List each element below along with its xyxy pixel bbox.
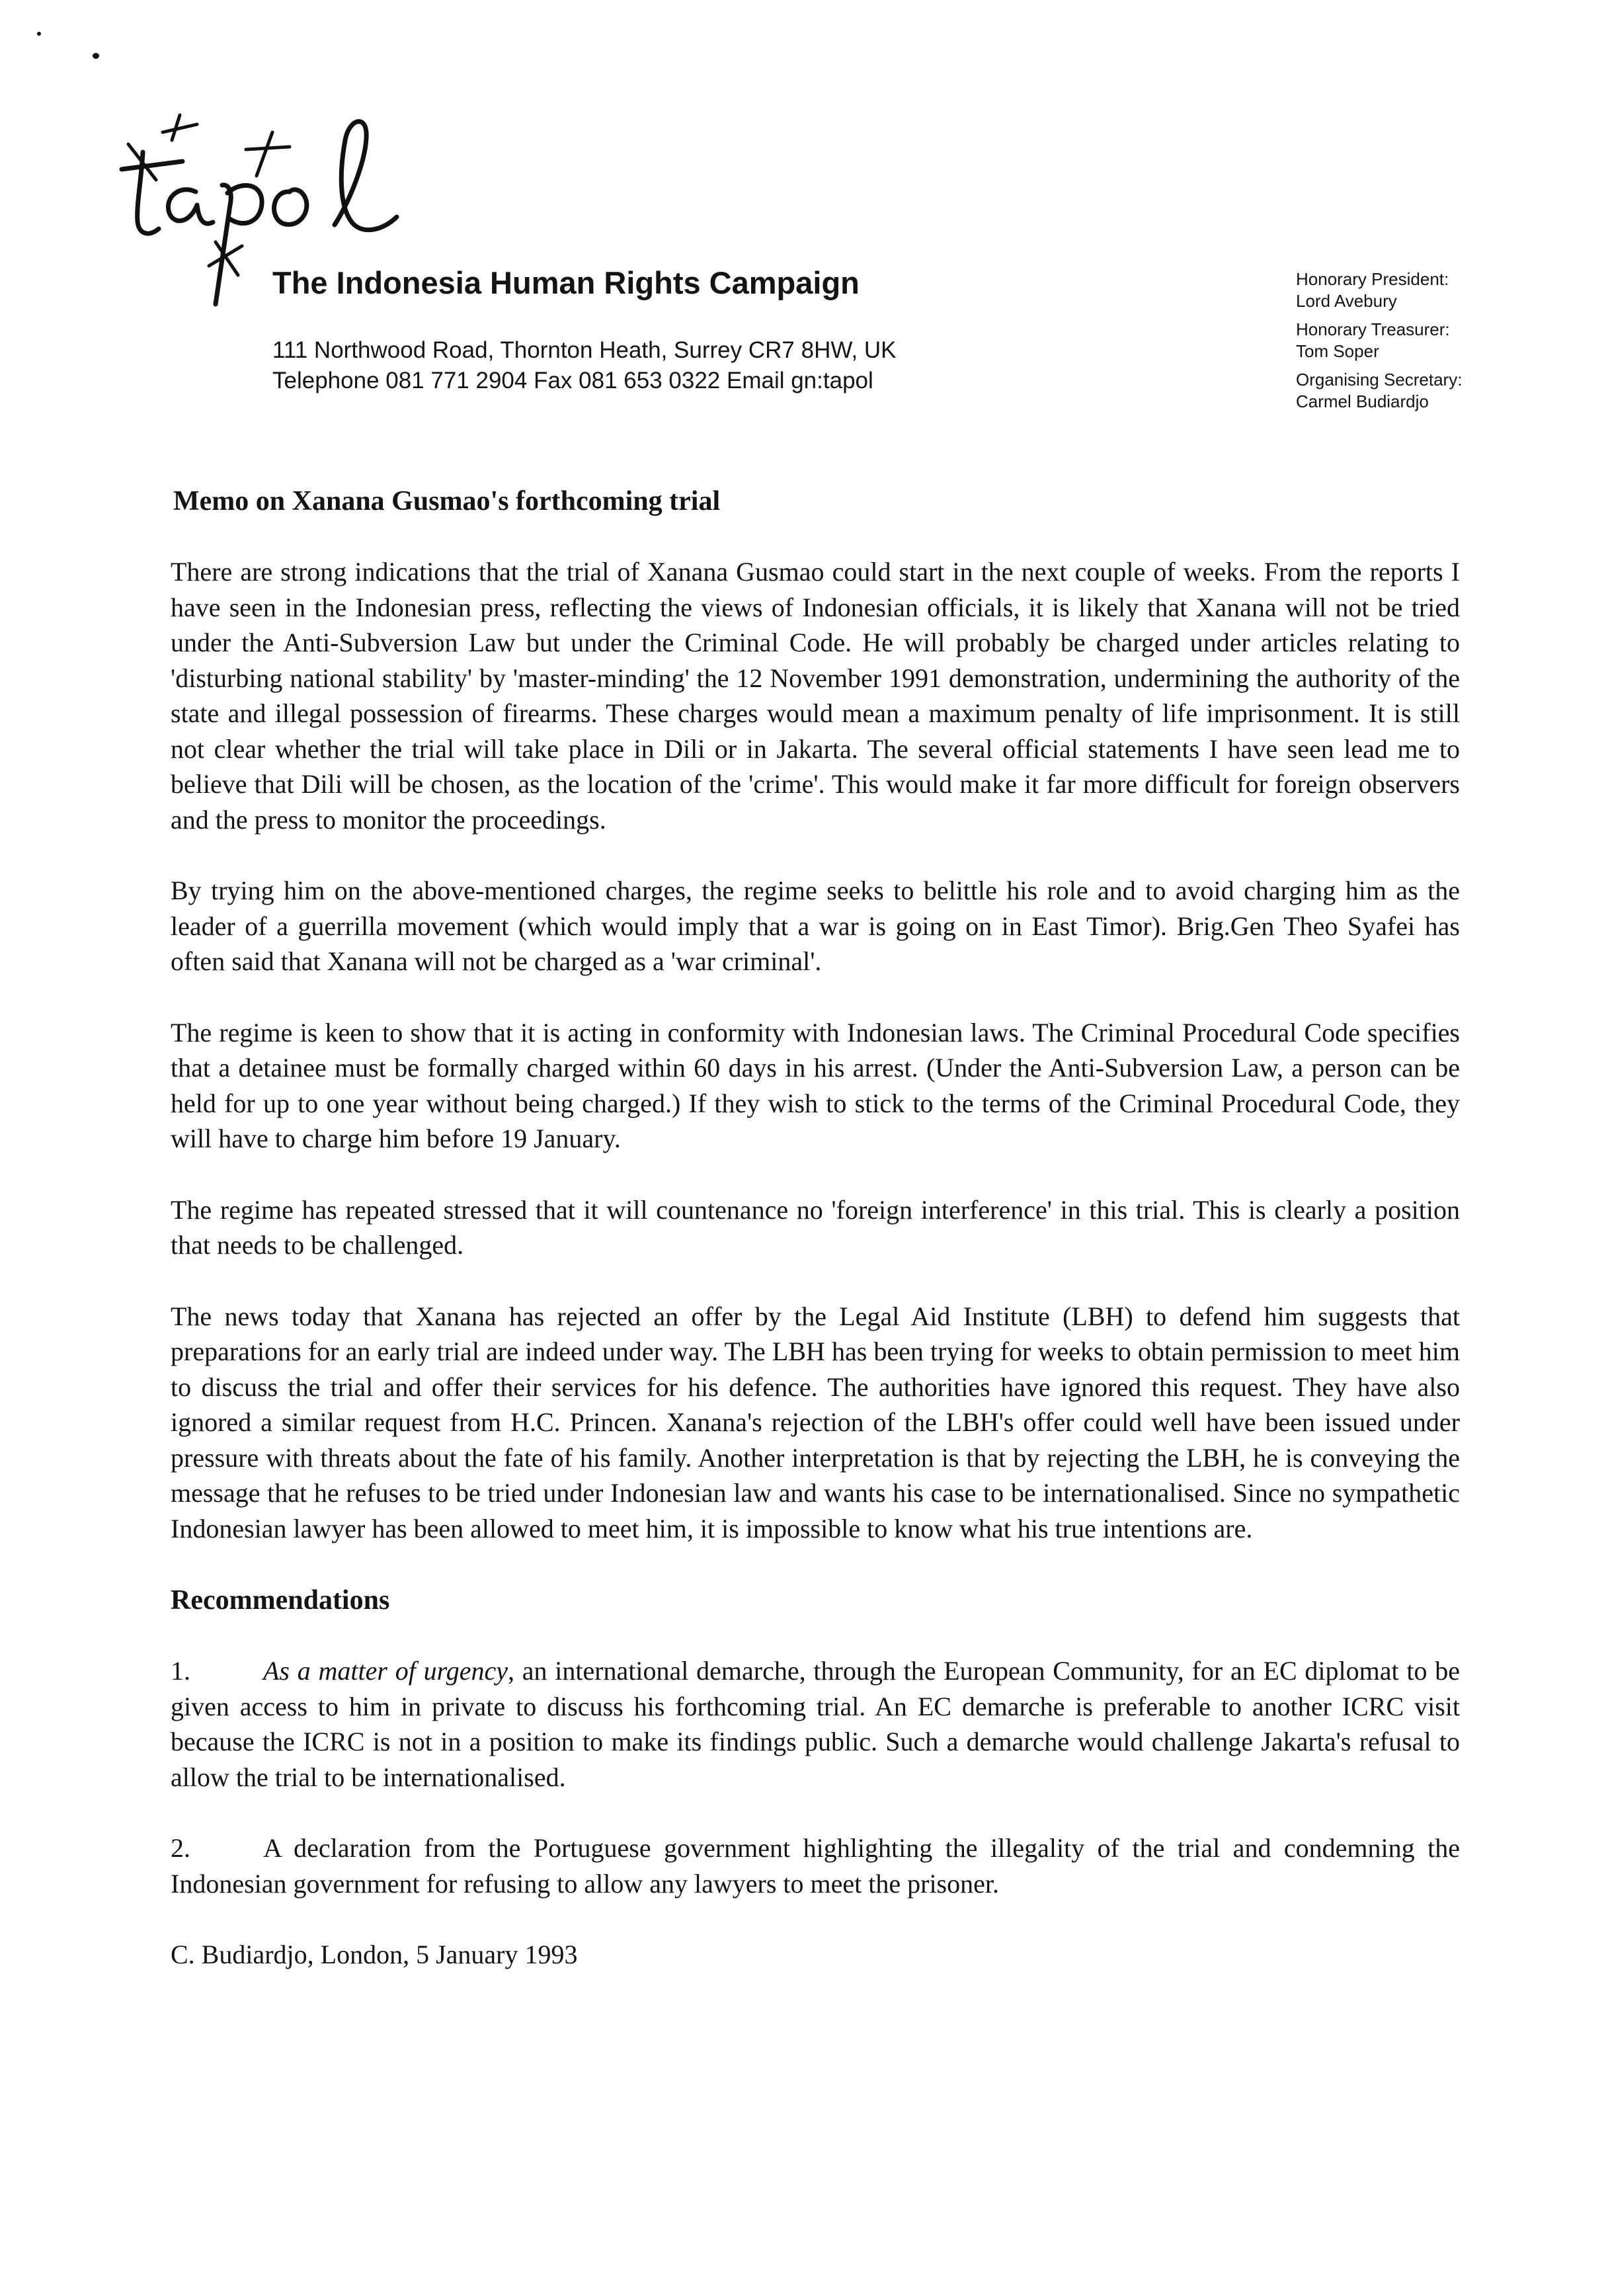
officer-name: Carmel Budiardjo xyxy=(1296,391,1429,411)
memo-title: Memo on Xanana Gusmao's forthcoming trial xyxy=(173,486,721,516)
recommendations-heading: Recommendations xyxy=(171,1585,390,1616)
officer-role: Organising Secretary: xyxy=(1296,370,1463,390)
memo-paragraph: The regime has repeated stressed that it will countenance no 'foreign interference' in this trial. This is clearly a position that needs to be challenged. xyxy=(171,1194,1460,1260)
officer-entry xyxy=(1296,369,1574,413)
recommendation-emphasis: As a matter of urgency xyxy=(263,1656,508,1686)
recommendation-text: , an international demarche, through the European Community, for an EC diplomat to be given access to him in private to discuss his forthcoming trial. An EC demarche is preferable to another ICRC visit because the ICRC is not in a position to make its findings public. Such a demarche would challenge Jakarta's refusal to allow the trial to be internationalised. xyxy=(171,1656,1461,1792)
officers-list xyxy=(1296,268,1574,419)
recommendation-text: A declaration from the Portuguese government highlighting the illegality of the trial and condemning the Indonesian government for refusing to allow any lawyers to meet the prisoner. xyxy=(171,1833,1460,1899)
contact-line: Telephone 081 771 2904 Fax 081 653 0322 Email gn:tapol xyxy=(272,368,873,393)
recommendation-item xyxy=(171,1830,1460,1901)
organization-name: The Indonesia Human Rights Campaign xyxy=(272,265,860,300)
officer-role: Honorary Treasurer: xyxy=(1296,319,1450,339)
officer-name: Tom Soper xyxy=(1296,341,1379,361)
recommendation-number: 2. xyxy=(171,1833,190,1863)
recommendation-item xyxy=(171,1653,1460,1795)
memo-body xyxy=(171,483,1460,2008)
memo-paragraph: The regime is keen to show that it is acting in conformity with Indonesian laws. The Criminal Procedural Code specifies that a detainee must be formally charged within 60 days in his arrest. (Under the Anti-Subversion Law, a person can be held for up to one year without being charged.) If they wish to stick to the terms of the Criminal Procedural Code, they will have to charge him before 19 January. xyxy=(171,1017,1460,1153)
officer-name: Lord Avebury xyxy=(1296,291,1397,311)
postal-address: 111 Northwood Road, Thornton Heath, Surrey CR7 8HW, UK xyxy=(272,337,897,363)
signature-line: C. Budiardjo, London, 5 January 1993 xyxy=(171,1940,578,1969)
officer-entry xyxy=(1296,268,1574,312)
memo-paragraph: The news today that Xanana has rejected an offer by the Legal Aid Institute (LBH) to defend him suggests that preparations for an early trial are indeed under way. The LBH has been trying for weeks to obtain permission to meet him to discuss the trial and offer their services for his defence. The authorities have ignored this request. They have also ignored a similar request from H.C. Princen. Xanana's rejection of the LBH's offer could well have been issued under pressure with threats about the fate of his family. Another interpretation is that by rejecting the LBH, he is conveying the message that he refuses to be tried under Indonesian law and wants his case to be internationalised. Since no sympathetic Indonesian lawyer has been allowed to meet him, it is impossible to know what his true intentions are. xyxy=(171,1301,1460,1543)
officer-role: Honorary President: xyxy=(1296,269,1449,289)
memo-paragraph: There are strong indications that the trial of Xanana Gusmao could start in the next couple of weeks. From the reports I have seen in the Indonesian press, reflecting the views of Indonesian officials, it is likely that Xanana will not be tried under the Anti-Subversion Law but under the Criminal Code. He will probably be charged under articles relating to 'disturbing national stability' by 'master-minding' the 12 November 1991 demonstration, undermining the authority of the state and illegal possession of firearms. These charges would mean a maximum penalty of life imprisonment. It is still not clear whether the trial will take place in Dili or in Jakarta. The several official statements I have seen lead me to believe that Dili will be chosen, as the location of the 'crime'. This would make it far more difficult for foreign observers and the press to monitor the proceedings. xyxy=(171,557,1460,835)
memo-paragraph: By trying him on the above-mentioned charges, the regime seeks to belittle his role and to avoid charging him as the leader of a guerrilla movement (which would imply that a war is going on in East Timor). Brig.Gen Theo Syafei has often said that Xanana will not be charged as a 'war criminal'. xyxy=(171,876,1460,976)
officer-entry xyxy=(1296,319,1574,362)
recommendation-number: 1. xyxy=(171,1656,190,1686)
scan-speck xyxy=(37,32,41,36)
scan-speck xyxy=(93,53,99,59)
